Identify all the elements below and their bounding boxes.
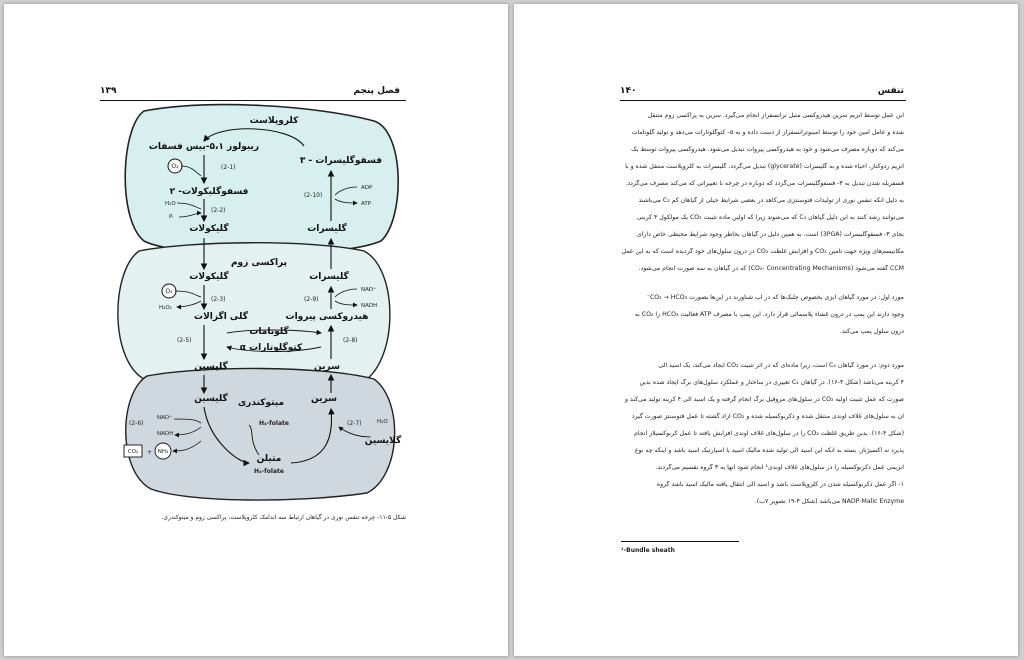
h2o-mitochondrion-label: H₂O bbox=[377, 419, 388, 425]
text-line: بجای ۳- فسفوگلیسرات (3PGA) است. به همین دلیل در گیاهان بخاطر وجود شرایط محیطی خاص دارای bbox=[636, 231, 904, 238]
atp-label: ATP bbox=[361, 201, 372, 207]
left-page bbox=[4, 4, 508, 656]
left-page-number: ۱۳۹ bbox=[100, 86, 117, 96]
text-line: شده و عامل آمین خود را توسط آمینوترانسفراز از دست داده و به α- کتوگلوتارات می‌دهد و تولید گلوتامات bbox=[631, 129, 904, 136]
pi-label: Pᵢ bbox=[169, 214, 174, 220]
nad-mitochondrion-label: NAD⁺ bbox=[157, 415, 173, 421]
phosphoglycolate-label: ۲ -فسفوگلیکولات bbox=[169, 187, 249, 197]
text-line: این عمل توسط آنزیم سرین هیدروکسی متیل ترانسفراز انجام می‌گیرد. سرین به پراکسی زوم منتقل bbox=[647, 112, 904, 119]
text-line: وجود دارند این پمپ در درون غشاء پلاسمائی قرار دارد. این پمپ با مصرف ATP فعالیت HCO₃ را CO₂ به bbox=[634, 311, 904, 318]
text-line bbox=[621, 345, 904, 353]
text-line: NADP-Malic Enzyme می‌باشد (شکل ۴-۱۹ تصویر ۷ب). bbox=[754, 498, 904, 505]
methylene-label: متیلن bbox=[256, 454, 282, 464]
step-2-1: (2-1) bbox=[221, 164, 236, 171]
co2-label: CO₂ bbox=[127, 449, 139, 455]
text-line: CCM گفته می‌شود (CO₂- Concentrating Mechanisms) که در گیاهان به سه صورت انجام می‌شود. bbox=[638, 265, 904, 272]
step-2-7: (2-7) bbox=[347, 420, 362, 427]
right-page-number: ۱۴۰ bbox=[620, 86, 637, 96]
text-line: می‌توانند رشد کنند به این دلیل گیاهان C₄ که می‌شوند زیرا که اولین ماده تثبیت CO₂ یک مولکول ۴ کربنی bbox=[636, 214, 904, 221]
figure-caption: شکل ۵-۱۱- چرخه تنفس نوری در گیاهان ارتباط سه اندامک کلروپلاست، پراکسی زوم و میتوکندری. bbox=[161, 514, 406, 521]
peroxisome-label: پراکسی زوم bbox=[230, 258, 288, 268]
chloroplast-label: کلروپلاست bbox=[249, 116, 299, 126]
text-line: فسفریله شدن تبدیل به ۳- فسفوگلیسرات می‌گردد که دوباره در چرخه با تغییراتی که می‌کند مصرف می‌گردد. bbox=[625, 180, 904, 187]
step-2-9: (2-9) bbox=[304, 296, 319, 303]
nadh-mitochondrion-label: NADH bbox=[157, 431, 174, 437]
chloroplast-shape bbox=[125, 105, 398, 255]
serine-mitochondrion-label: سرین bbox=[311, 394, 337, 404]
text-line: صورت که عمل تثبیت اولیه CO₂ در سلول‌های مزوفیل برگ انجام گرفته و یک اسید آلی ۴ کربنه تولید می‌کند و bbox=[625, 396, 904, 403]
text-line: مکانیسم‌های ویژه جهت تأمین CO₂ و افزایش غلظت CO₂ در درون سلول‌های خود گردیده است که به این عمل bbox=[621, 248, 904, 255]
rubp-label: ریبولوز ۵،۱-بیس فسفات bbox=[148, 142, 260, 152]
glycerate-peroxisome-label: گلیسرات bbox=[309, 272, 349, 282]
right-header-rule bbox=[620, 100, 906, 101]
glycine-outside-label: گلایسین bbox=[364, 436, 402, 446]
glycolate-peroxisome-label: گلیکولات bbox=[189, 272, 229, 282]
nad-plus-label: NAD⁺ bbox=[361, 287, 377, 293]
text-line: ۱- اگر عمل دکربوکسیله شدن در کلروپلاست باشد و اسید آلی انتقال یافته مالیک اسید باشد گروه bbox=[656, 481, 904, 488]
glyoxylate-label: گلی اگزالات bbox=[194, 312, 248, 322]
text-line: مورد اول: در مورد گیاهان آبزی بخصوص جلبک‌ها که در آب شناورند در این‌ها بصورت CO₂ → HCO₃⁻ bbox=[646, 294, 904, 301]
ketoglutarate-label: α کتوگلوتارات bbox=[239, 343, 303, 353]
text-line: (شکل ۴-۱۶). بدین طریق غلظت CO₂ را در سلول‌های غلاف آوندی افزایش یافته تا عمل کربوکسیلاز انجام bbox=[634, 430, 904, 437]
o2-chloroplast: O₂ bbox=[171, 163, 179, 170]
text-line: درون سلول پمپ می‌کند. bbox=[840, 328, 904, 335]
hydroxypyruvate-label: هیدروکسی پیروات bbox=[285, 312, 369, 322]
glutamate-label: گلوتامات bbox=[249, 327, 289, 337]
adp-label: ADP bbox=[361, 185, 373, 191]
text-line: پذیرد نه اکسیژناز. بسته به آنکه این اسید آلی تولید شده مالیک اسید یا آسپارتیک اسید باشد و اینکه چه نوع bbox=[634, 447, 904, 454]
text-line: آنزیمی عمل دکربوکسیله را در سلول‌های غلاف آوندی¹ انجام شود آنها به ۳ گروه تقسیم می‌گردند. bbox=[655, 464, 904, 471]
step-2-6: (2-6) bbox=[129, 420, 144, 427]
photorespiration-diagram bbox=[99, 101, 409, 511]
text-line: آنزیم ردوکتاز، احیاء شده و به گلیسرات (glycerate) تبدیل می‌گردد. گلیسرات به کلروپلاست منتقل شده و با bbox=[625, 163, 904, 170]
text-line: می‌کند که دوباره مصرف می‌شود و خود به هیدروکسی پیروات تبدیل می‌شود. هیدروکسی پیروات توسط یک bbox=[631, 146, 904, 153]
nadh-label: NADH bbox=[361, 303, 378, 309]
right-page bbox=[514, 4, 1018, 656]
left-page-header-title: فصل پنجم bbox=[353, 86, 400, 96]
o2-peroxisome: O₂ bbox=[165, 288, 173, 295]
glycerate-chloroplast-label: گلیسرات bbox=[307, 224, 347, 234]
h2o2-label: H₂O₂ bbox=[159, 305, 172, 311]
serine-peroxisome-label: سرین bbox=[314, 362, 340, 372]
step-2-2: (2-2) bbox=[211, 207, 226, 214]
step-2-8: (2-8) bbox=[343, 337, 358, 344]
methylene-h4folate-label: H₄-folate bbox=[254, 468, 284, 475]
mitochondrion-label: میتوکندری bbox=[237, 398, 285, 408]
footnote: ¹-Bundle sheath bbox=[621, 547, 675, 554]
pga-label: ۳ - فسفوگلیسرات bbox=[299, 156, 383, 166]
footnote-rule bbox=[621, 541, 739, 542]
h4folate-label: H₄-folate bbox=[259, 420, 289, 427]
glycolate-chloroplast-label: گلیکولات bbox=[189, 224, 229, 234]
nh3-label: NH₃ bbox=[157, 449, 169, 455]
text-line: مورد دوم: در مورد گیاهان C₄ است، زیرا ماده‌ای که در اثر تثبیت CO₂ ایجاد می‌کند، یک اسید آلی bbox=[658, 362, 904, 369]
text-line: ۴ کربنه می‌باشد (شکل ۴-۱۶). در گیاهان C₄ تغییری در ساختار و عملکرد سلول‌های برگ ایجاد شده بدین bbox=[639, 379, 904, 386]
h2o-label: H₂O bbox=[165, 201, 176, 207]
step-2-10: (2-10) bbox=[304, 192, 323, 199]
plus-sign: + bbox=[147, 449, 153, 456]
text-line: آن به سلول‌های غلاف آوندی منتقل شده و دکربوکسیله شده و CO₂ آزاد گشته تا عمل فتوسنتز صورت گیرد bbox=[631, 413, 904, 420]
glycine-peroxisome-label: گلیسین bbox=[194, 362, 228, 372]
step-2-3: (2-3) bbox=[211, 296, 226, 303]
right-page-header-title: تنفس bbox=[877, 86, 904, 96]
glycine-mitochondrion-label: گلیسین bbox=[194, 394, 228, 404]
step-2-5: (2-5) bbox=[177, 337, 192, 344]
text-line: به دلیل آنکه تنفس نوری از تولیدات فتوسنتزی می‌کاهد در بعضی شرایط خیلی از گیاهان کم C₃ می‌باشند bbox=[638, 197, 904, 204]
